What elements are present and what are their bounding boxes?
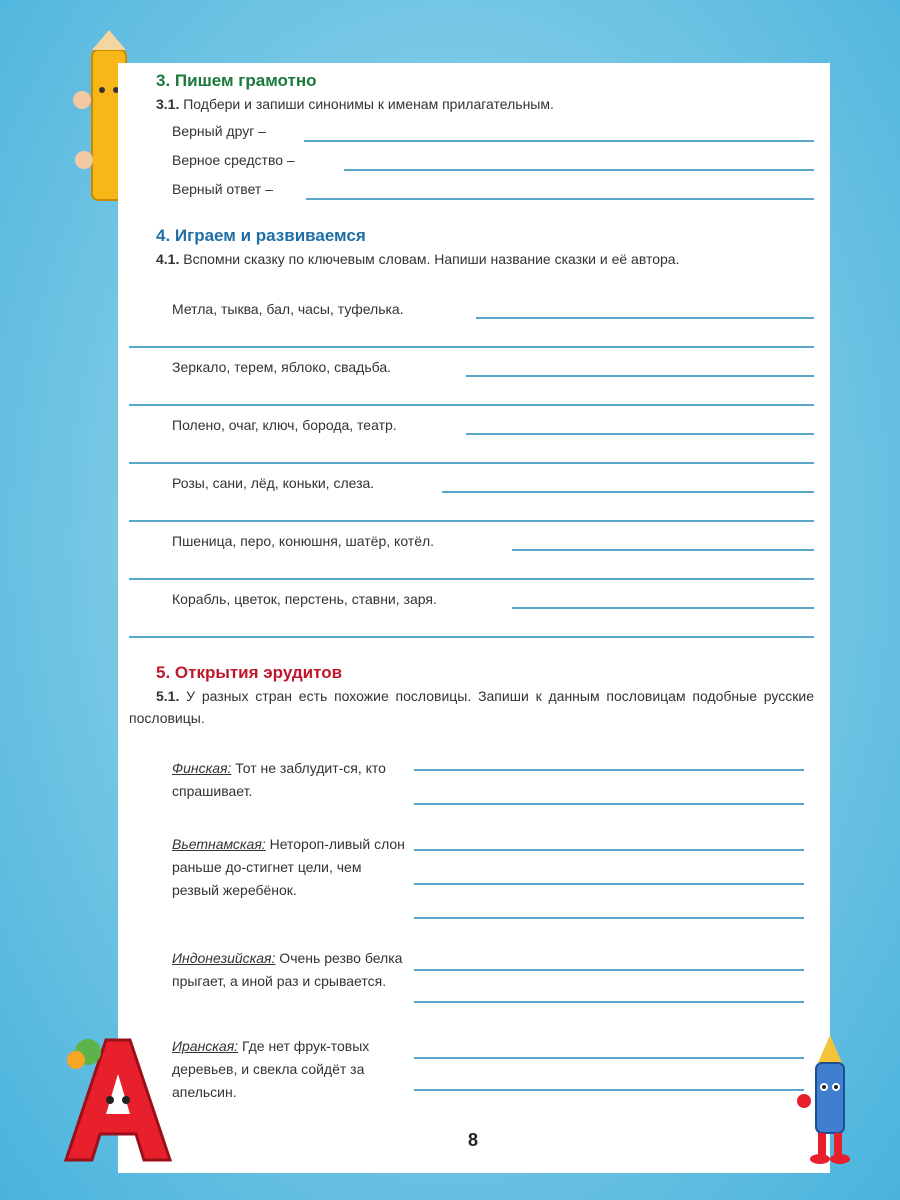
answer-line[interactable]: [414, 917, 804, 919]
task-number: 3.1.: [156, 96, 180, 112]
answer-line[interactable]: [414, 969, 804, 971]
proverb-text: Очень резво белка прыгает, а иной раз и срывается.: [172, 950, 403, 989]
section-3-title: 3. Пишем грамотно: [156, 71, 317, 90]
answer-line[interactable]: [129, 636, 814, 638]
answer-line[interactable]: [414, 1057, 804, 1059]
section-4-title: 4. Играем и развиваемся: [156, 226, 366, 245]
proverb-country: Вьетнамская:: [172, 836, 266, 852]
proverb-indonesian: [172, 947, 412, 993]
fairy-tale-clue: Корабль, цветок, перстень, ставни, заря.: [172, 591, 437, 607]
proverb-country: Иранская:: [172, 1038, 239, 1054]
proverb-vietnamese: [172, 833, 412, 902]
answer-line[interactable]: [476, 317, 814, 319]
answer-line[interactable]: [414, 883, 804, 885]
answer-line[interactable]: [512, 607, 814, 609]
proverb-country: Финская:: [172, 760, 232, 776]
page-number: 8: [433, 1118, 513, 1162]
answer-line[interactable]: [442, 491, 814, 493]
answer-line[interactable]: [414, 1089, 804, 1091]
answer-line[interactable]: [129, 404, 814, 406]
answer-line[interactable]: [129, 462, 814, 464]
answer-line[interactable]: [466, 433, 814, 435]
task-text: У разных стран есть похожие пословицы. Запиши к данным пословицам подобные русские пословицы.: [129, 688, 814, 726]
worksheet-page: [118, 63, 830, 1173]
synonym-row-label: Верное средство –: [172, 152, 295, 168]
answer-line[interactable]: [414, 769, 804, 771]
proverb-iranian: [172, 1035, 412, 1104]
proverb-text: Нетороп-ливый слон раньше до-стигнет цели, чем резвый жеребёнок.: [172, 836, 405, 898]
crayon-character-icon: [790, 1035, 870, 1165]
task-5-1: [129, 685, 814, 729]
fairy-tale-clue: Розы, сани, лёд, коньки, слеза.: [172, 475, 375, 491]
answer-line[interactable]: [466, 375, 814, 377]
task-3-1: [156, 93, 816, 115]
answer-line[interactable]: [304, 140, 814, 142]
task-number: 4.1.: [156, 251, 180, 267]
fairy-tale-clue: Зеркало, терем, яблоко, свадьба.: [172, 359, 391, 375]
answer-line[interactable]: [344, 169, 814, 171]
proverb-text: Тот не заблудит-ся, кто спрашивает.: [172, 760, 386, 799]
answer-line[interactable]: [306, 198, 814, 200]
answer-line[interactable]: [414, 849, 804, 851]
synonym-row-label: Верный ответ –: [172, 181, 273, 197]
task-number: 5.1.: [156, 688, 180, 704]
proverb-text: Где нет фрук-товых деревьев, и свекла сойдёт за апельсин.: [172, 1038, 370, 1100]
section-5-title: 5. Открытия эрудитов: [156, 663, 343, 682]
task-text: Вспомни сказку по ключевым словам. Напиши название сказки и её автора.: [179, 251, 680, 267]
answer-line[interactable]: [129, 578, 814, 580]
fairy-tale-clue: Пшеница, перо, конюшня, шатёр, котёл.: [172, 533, 435, 549]
task-text: Подбери и запиши синонимы к именам прилагательным.: [179, 96, 554, 112]
answer-line[interactable]: [414, 803, 804, 805]
fairy-tale-clue: Полено, очаг, ключ, борода, театр.: [172, 417, 397, 433]
letter-a-character-icon: [58, 1030, 178, 1170]
proverb-country: Индонезийская:: [172, 950, 276, 966]
answer-line[interactable]: [414, 1001, 804, 1003]
fairy-tale-clue: Метла, тыква, бал, часы, туфелька.: [172, 301, 404, 317]
task-4-1: [156, 248, 816, 270]
answer-line[interactable]: [512, 549, 814, 551]
synonym-row-label: Верный друг –: [172, 123, 266, 139]
answer-line[interactable]: [129, 520, 814, 522]
proverb-finnish: [172, 757, 412, 803]
answer-line[interactable]: [129, 346, 814, 348]
